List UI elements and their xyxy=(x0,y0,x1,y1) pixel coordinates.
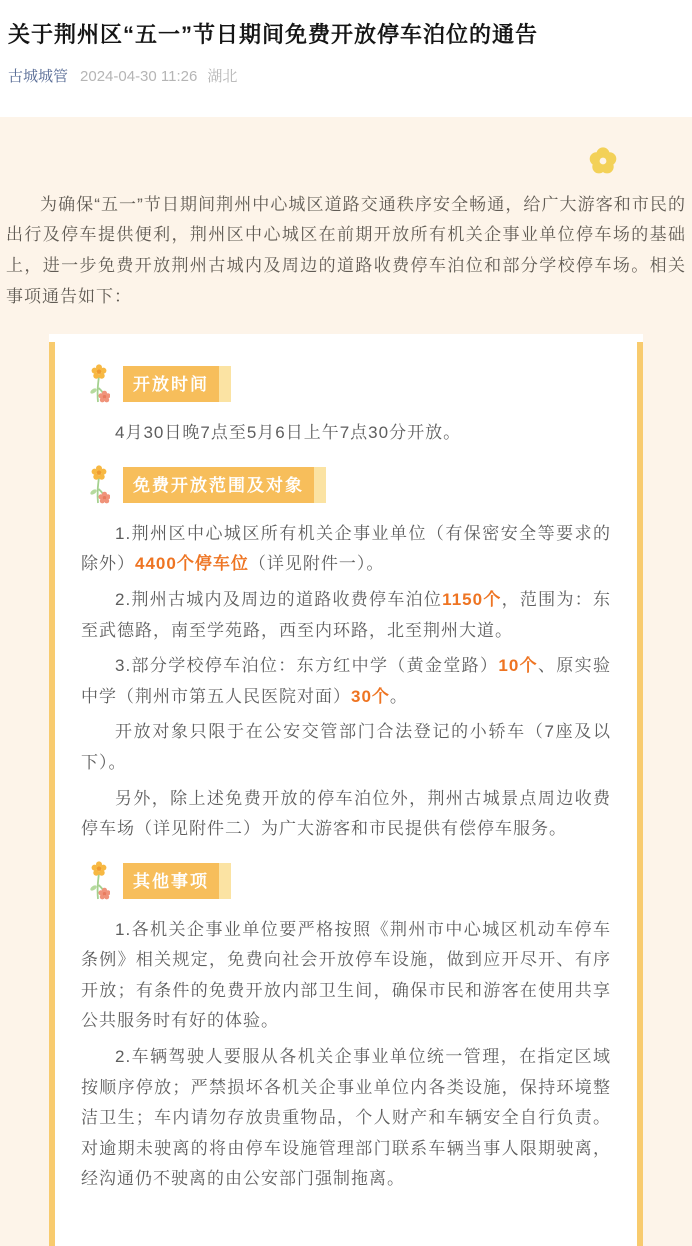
section-header xyxy=(81,465,611,505)
notice-section xyxy=(81,465,611,845)
text-segment: 2.车辆驾驶人要服从各机关企事业单位统一管理，在指定区域按顺序停放；严禁损坏各机关企事业单位内各类设施，保持环境整洁卫生；车内请勿存放贵重物品，个人财产和车辆安全自行负责。对逾期未驶离的将由停车设施管理部门联系车辆当事人限期驶离，经沟通仍不驶离的由公安部门强制拖离。 xyxy=(81,1047,611,1189)
page-title: 关于荆州区“五一”节日期间免费开放停车泊位的通告 xyxy=(8,22,539,47)
body-paragraph xyxy=(81,784,611,845)
text-segment: 。 xyxy=(389,686,408,706)
section-header xyxy=(81,861,611,901)
text-segment: 1.荆州区中心城区所有机关企事业单位（有保密安全等要求的除外） xyxy=(81,523,611,574)
section-badge: 免费开放范围及对象 xyxy=(123,467,314,503)
text-segment: 另外，除上述免费开放的停车泊位外，荆州古城景点周边收费停车场（详见附件二）为广大游客和市民提供有偿停车服务。 xyxy=(81,788,611,839)
text-segment: 4月30日晚7点至5月6日上午7点30分开放。 xyxy=(115,423,462,443)
flower-sprig-icon xyxy=(88,364,110,404)
text-segment: 1.各机关企事业单位要严格按照《荆州市中心城区机动车停车条例》相关规定，免费向社会开放停车设施，做到应开尽开、有序开放；有条件的免费开放内部卫生间，确保市民和游客在使用共享公共服务时有好的体验。 xyxy=(81,919,611,1031)
card-right-border xyxy=(637,342,643,1246)
text-segment: ，范围为：东至武德路，南至学苑路，西至内环路，北至荆州大道。 xyxy=(81,589,611,640)
publish-location: 湖北 xyxy=(207,67,238,85)
flower-sprig-icon xyxy=(88,465,110,505)
highlight-number: 30个 xyxy=(351,686,390,706)
body-paragraph xyxy=(81,651,611,712)
highlight-number: 10个 xyxy=(498,656,538,676)
flower-sprig-icon xyxy=(88,861,110,901)
notice-section xyxy=(81,861,611,1195)
body-paragraph xyxy=(81,717,611,778)
section-badge: 开放时间 xyxy=(123,366,219,402)
byline xyxy=(8,66,684,87)
body-paragraph xyxy=(81,1042,611,1195)
text-segment: （详见附件一）。 xyxy=(248,554,385,574)
section-header xyxy=(81,364,611,404)
highlight-number: 4400个停车位 xyxy=(135,554,249,574)
article-body xyxy=(0,117,692,1246)
author-link[interactable]: 古城城管 xyxy=(8,67,69,85)
text-segment: 2.荆州古城内及周边的道路收费停车泊位 xyxy=(115,589,443,609)
body-paragraph xyxy=(81,519,611,580)
highlight-number: 1150个 xyxy=(442,589,502,609)
text-segment: 开放对象只限于在公安交管部门合法登记的小轿车（7座及以下）。 xyxy=(81,722,611,772)
intro-paragraph: 为确保“五一”节日期间荆州中心城区道路交通秩序安全畅通，给广大游客和市民的出行及停车提供便利，荆州区中心城区在前期开放所有机关企事业单位停车场的基础上，进一步免费开放荆州古城内及周边的道路收费停车泊位和部分学校停车场。相关事项通告如下： xyxy=(6,194,686,306)
text-segment: 3.部分学校停车泊位：东方红中学（黄金堂路） xyxy=(115,656,499,676)
body-paragraph xyxy=(81,585,611,646)
card-left-border xyxy=(49,342,55,1246)
sections-container xyxy=(81,364,611,1195)
body-paragraph xyxy=(81,915,611,1037)
notice-section xyxy=(81,364,611,449)
flower-icon xyxy=(588,146,618,176)
publish-datetime: 2024-04-30 11:26 xyxy=(80,67,198,85)
notice-card xyxy=(49,334,643,1246)
section-badge: 其他事项 xyxy=(123,863,219,899)
body-paragraph xyxy=(81,418,611,449)
text-segment: 、原实验中学（荆州市第五人民医院对面） xyxy=(81,656,611,706)
